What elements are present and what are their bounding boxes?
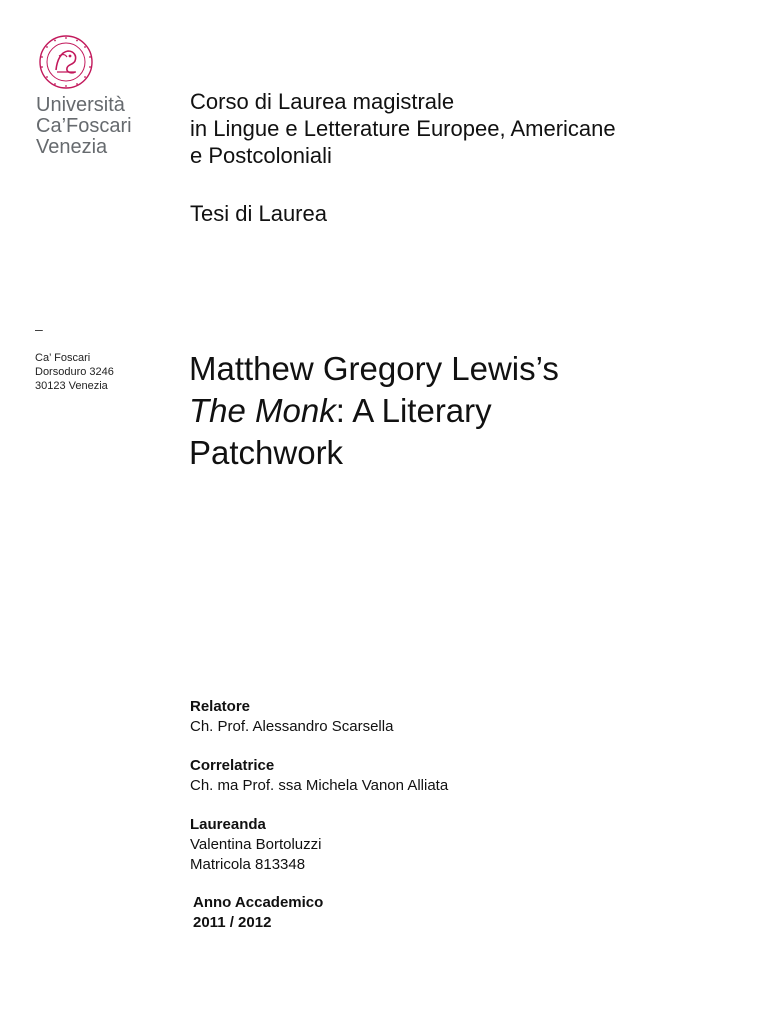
address-dash: – [35, 321, 43, 337]
correlatrice-role: Correlatrice [190, 757, 275, 774]
academic-year [193, 893, 323, 933]
address-line-2: Dorsoduro 3246 [35, 366, 114, 378]
university-name [36, 95, 132, 158]
thesis-label: Tesi di Laurea [190, 201, 327, 226]
university-seal-icon [33, 34, 99, 90]
course-line-2: in Lingue e Letterature Europee, Americane [190, 116, 616, 141]
university-name-line-1: Università [36, 94, 125, 116]
course-of-study [190, 88, 616, 169]
academic-year-value: 2011 / 2012 [193, 914, 272, 931]
course-line-3: e Postcoloniali [190, 143, 332, 168]
thesis-title [189, 348, 559, 474]
title-line-2 [189, 390, 559, 432]
university-name-line-2: Ca’Foscari [36, 115, 132, 137]
laureanda-name: Valentina Bortoluzzi [190, 836, 322, 853]
laureanda-matricola: Matricola 813348 [190, 856, 306, 873]
title-line-2-rest: : A Literary [335, 392, 492, 429]
correlatrice-block [190, 756, 448, 796]
title-line-1: Matthew Gregory Lewis’s [189, 350, 559, 387]
laureanda-block [190, 815, 448, 875]
university-address [35, 351, 114, 393]
title-line-3: Patchwork [189, 434, 344, 471]
relatore-role: Relatore [190, 698, 251, 715]
university-name-line-3: Venezia [36, 136, 108, 158]
thesis-people [190, 697, 448, 894]
relatore-name: Ch. Prof. Alessandro Scarsella [190, 718, 394, 735]
academic-year-label: Anno Accademico [193, 894, 324, 911]
course-line-1: Corso di Laurea magistrale [190, 89, 455, 114]
laureanda-role: Laureanda [190, 816, 266, 833]
relatore-block [190, 697, 448, 737]
address-line-3: 30123 Venezia [35, 380, 108, 392]
correlatrice-name: Ch. ma Prof. ssa Michela Vanon Alliata [190, 777, 449, 794]
address-line-1: Ca’ Foscari [35, 352, 91, 364]
title-italic-work: The Monk [189, 392, 336, 429]
